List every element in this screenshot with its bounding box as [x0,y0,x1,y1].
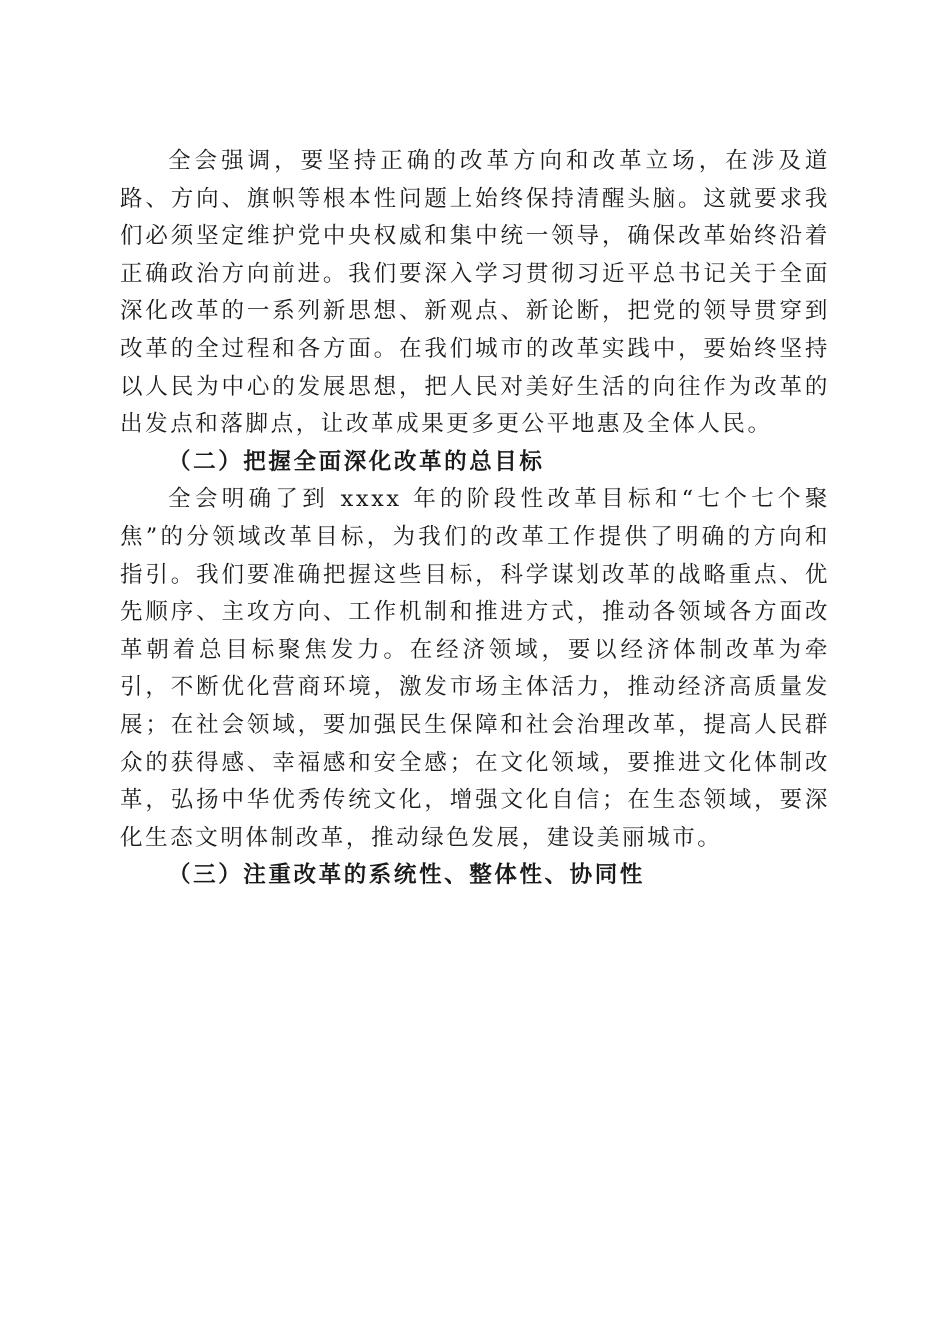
section-heading-systematic-reform: （三）注重改革的系统性、整体性、协同性 [168,862,645,889]
section-heading-overall-goal: （二）把握全面深化改革的总目标 [168,448,545,475]
paragraph-reform-goals: 全会明确了到 xxxx 年的阶段性改革目标和“七个七个聚焦”的分领域改革目标，为我们的改革工作提供了明确的方向和指引。我们要准确把握这些目标，科学谋划改革的战略重点、优先顺序、主攻方向、工作机制和推进方式，推动各领域各方面改革朝着总目标聚焦发力。在经济领域，要以经济体制改革为牵引，不断优化营商环境，激发市场主体活力，推动经济高质量发展；在社会领域，要加强民生保障和社会治理改革，提高人民群众的获得感、幸福感和安全感；在文化领域，要推进文化体制改革，弘扬中华优秀传统文化，增强文化自信；在生态领域，要深化生态文明体制改革，推动绿色发展，建设美丽城市。 [120,486,830,851]
paragraph-reform-direction: 全会强调，要坚持正确的改革方向和改革立场，在涉及道路、方向、旗帜等根本性问题上始终保持清醒头脑。这就要求我们必须坚定维护党中央权威和集中统一领导，确保改革始终沿着正确政治方向前进。我们要深入学习贯彻习近平总书记关于全面深化改革的一系列新思想、新观点、新论断，把党的领导贯穿到改革的全过程和各方面。在我们城市的改革实践中，要始终坚持以人民为中心的发展思想，把人民对美好生活的向往作为改革的出发点和落脚点，让改革成果更多更公平地惠及全体人民。 [120,148,830,438]
document-body [120,143,830,895]
